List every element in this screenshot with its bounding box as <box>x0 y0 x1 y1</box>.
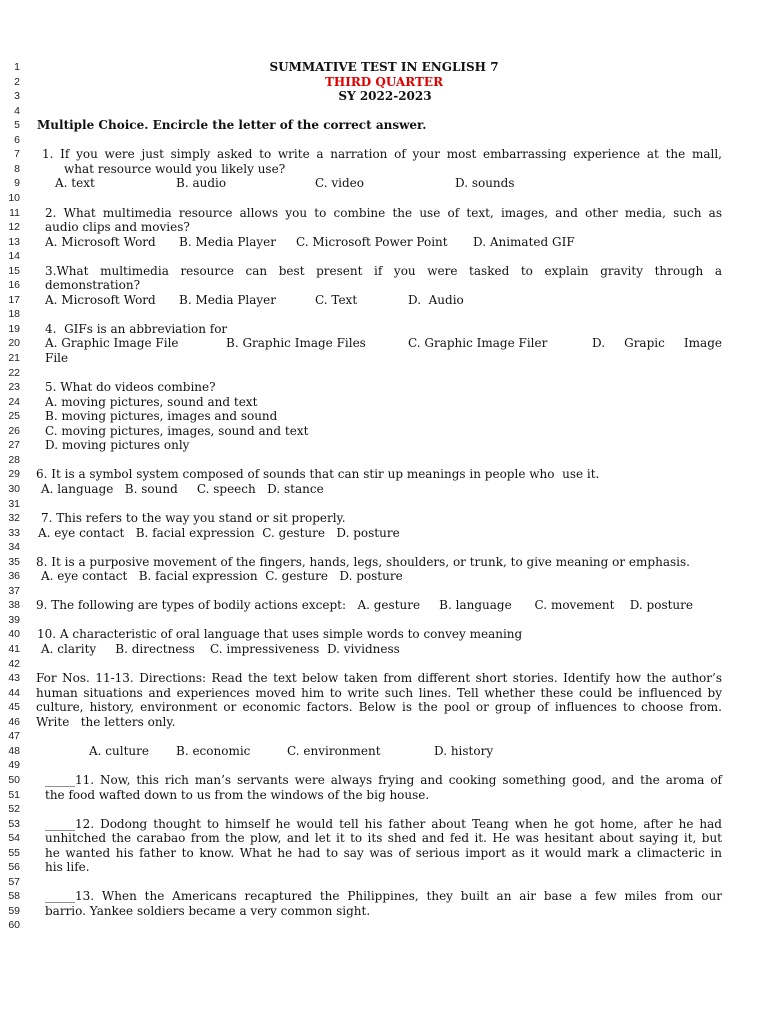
doc-line <box>0 191 768 206</box>
doc-line <box>0 569 768 584</box>
doc-line <box>0 307 768 322</box>
line-text: SUMMATIVE TEST IN ENGLISH 7 <box>269 60 499 74</box>
line-text: 2. What multimedia resource allows you to combine the use of text, images, and other media, such as <box>45 205 722 220</box>
line-number: 28 <box>8 453 20 466</box>
doc-line <box>0 322 768 337</box>
doc-line <box>0 817 768 832</box>
line-text: D. Animated GIF <box>473 234 575 249</box>
line-text: D. moving pictures only <box>45 438 190 453</box>
doc-line <box>0 627 768 642</box>
doc-line <box>0 351 768 366</box>
line-text: A. Microsoft Word <box>45 234 156 249</box>
line-text: 3.What multimedia resource can best present if you were tasked to explain gravity through a <box>45 263 722 278</box>
line-number: 15 <box>8 264 20 277</box>
doc-line <box>0 118 768 133</box>
doc-line <box>0 162 768 177</box>
line-text: A. clarity B. directness C. impressiveness D. vividness <box>41 642 400 656</box>
doc-line <box>0 278 768 293</box>
line-text: he wanted his father to know. What he had to say was of serious import as it would mark a climacteric in <box>45 845 722 860</box>
line-text: B. moving pictures, images and sound <box>45 409 278 424</box>
line-number: 44 <box>8 686 20 699</box>
line-text: C. Microsoft Power Point <box>296 234 448 249</box>
line-number: 43 <box>8 672 20 685</box>
line-number: 45 <box>8 701 20 714</box>
line-text: 5. What do videos combine? <box>45 380 216 395</box>
line-text: B. Media Player <box>179 234 277 249</box>
line-number: 33 <box>8 526 20 539</box>
line-text: D. Grapic Image <box>592 336 722 351</box>
doc-line <box>0 409 768 424</box>
line-number: 24 <box>8 395 20 408</box>
line-number: 17 <box>8 293 20 306</box>
line-text: File <box>45 351 69 365</box>
line-text: A. Microsoft Word <box>45 292 156 307</box>
doc-line <box>0 773 768 788</box>
line-text: C. environment <box>287 743 381 758</box>
line-text: 4. GIFs is an abbreviation for <box>45 321 228 336</box>
doc-line <box>0 293 768 308</box>
line-text: THIRD QUARTER <box>324 74 444 89</box>
doc-line <box>0 467 768 482</box>
doc-line <box>0 904 768 919</box>
line-number: 54 <box>8 832 20 845</box>
doc-line <box>0 686 768 701</box>
line-number: 19 <box>8 322 20 335</box>
line-number: 1 <box>14 61 20 73</box>
line-text: SY 2022-2023 <box>338 89 432 104</box>
line-text: A. moving pictures, sound and text <box>45 394 258 409</box>
line-number: 10 <box>8 191 20 204</box>
line-text: B. Media Player <box>179 292 277 307</box>
line-number: 30 <box>8 482 20 495</box>
doc-line <box>0 875 768 890</box>
line-text: A. text <box>55 176 95 191</box>
line-number: 21 <box>8 352 20 364</box>
line-text: Multiple Choice. Encircle the letter of the correct answer. <box>37 118 427 133</box>
line-number: 52 <box>8 803 20 816</box>
line-text: A. eye contact B. facial expression C. gesture D. posture <box>38 525 400 540</box>
line-text: A. language B. sound C. speech D. stance <box>41 481 324 496</box>
line-number: 47 <box>8 730 20 743</box>
line-text: B. Graphic Image Files <box>226 336 366 351</box>
line-number: 39 <box>8 613 20 626</box>
line-number: 31 <box>8 497 20 510</box>
line-text: A. eye contact B. facial expression C. gesture D. posture <box>41 569 403 584</box>
line-number: 22 <box>8 366 20 379</box>
line-text: culture, history, environment or economic factors. Below is the pool or group of influences to choose from. <box>36 700 722 715</box>
line-text: D. sounds <box>455 176 515 191</box>
line-number: 59 <box>8 904 20 917</box>
line-text: A. culture <box>89 743 149 758</box>
line-number: 58 <box>8 890 20 903</box>
doc-line <box>0 264 768 279</box>
doc-line <box>0 540 768 555</box>
doc-line <box>0 642 768 657</box>
line-number: 56 <box>8 861 20 874</box>
doc-line <box>0 206 768 221</box>
doc-line <box>0 860 768 875</box>
line-text: C. video <box>315 176 365 191</box>
doc-line <box>0 671 768 686</box>
line-text: C. moving pictures, images, sound and text <box>45 423 309 438</box>
line-text: human situations and experiences moved him to write such lines. Tell whether these could be influenced by <box>36 685 722 700</box>
line-text: his life. <box>45 860 90 875</box>
doc-line <box>0 831 768 846</box>
doc-line <box>0 729 768 744</box>
line-number: 25 <box>8 410 20 423</box>
line-number: 55 <box>8 846 20 859</box>
doc-line <box>0 176 768 191</box>
doc-line <box>0 75 768 90</box>
line-text: barrio. Yankee soldiers became a very common sight. <box>45 903 371 918</box>
line-text: Write the letters only. <box>36 714 176 729</box>
doc-line <box>0 395 768 410</box>
line-text: For Nos. 11-13. Directions: Read the text below taken from different short stories. Identify how the author’s <box>36 671 722 686</box>
line-number: 6 <box>14 133 20 146</box>
line-number: 5 <box>14 119 20 132</box>
line-text: 6. It is a symbol system composed of sounds that can stir up meanings in people who use it. <box>36 467 600 482</box>
line-number: 11 <box>9 206 20 219</box>
doc-line <box>0 89 768 104</box>
doc-line <box>0 526 768 541</box>
line-text: C. Text <box>315 292 358 307</box>
line-number: 16 <box>8 279 20 292</box>
line-text: 7. This refers to the way you stand or sit properly. <box>41 511 346 526</box>
doc-line <box>0 511 768 526</box>
doc-line <box>0 220 768 235</box>
doc-line <box>0 147 768 162</box>
line-text: demonstration? <box>45 278 141 293</box>
line-text: _____13. When the Americans recaptured the Philippines, they built an air base a few miles from our <box>45 889 722 904</box>
line-number: 7 <box>14 148 20 161</box>
doc-line <box>0 424 768 439</box>
doc-line <box>0 336 768 351</box>
line-text: 9. The following are types of bodily actions except: A. gesture B. language C. movement D. posture <box>36 598 693 613</box>
line-number: 9 <box>14 177 20 190</box>
line-text: B. economic <box>176 743 251 758</box>
line-number: 8 <box>14 162 20 175</box>
line-number: 38 <box>8 599 20 612</box>
line-text: 1. If you were just simply asked to write a narration of your most embarrassing experience at the mall, <box>42 147 722 162</box>
line-number: 42 <box>8 657 20 670</box>
line-number: 32 <box>8 512 20 525</box>
line-number: 14 <box>8 250 20 263</box>
line-text: _____11. Now, this rich man’s servants were always frying and cooking something good, and the aroma of <box>45 772 722 787</box>
doc-line <box>0 788 768 803</box>
doc-line <box>0 133 768 148</box>
line-text: 8. It is a purposive movement of the fingers, hands, legs, shoulders, or trunk, to give meaning or emphasis. <box>36 554 690 569</box>
doc-line <box>0 497 768 512</box>
line-text: 10. A characteristic of oral language that uses simple words to convey meaning <box>37 627 523 642</box>
line-number: 36 <box>8 570 20 583</box>
doc-line <box>0 235 768 250</box>
line-number: 35 <box>8 555 20 568</box>
doc-line <box>0 715 768 730</box>
doc-line <box>0 598 768 613</box>
line-text: C. Graphic Image Filer <box>408 336 548 351</box>
line-text: the food wafted down to us from the windows of the big house. <box>45 787 430 802</box>
line-number: 46 <box>8 715 20 728</box>
doc-line <box>0 60 768 75</box>
line-number: 34 <box>8 541 20 554</box>
line-text: audio clips and movies? <box>45 220 190 235</box>
line-number: 4 <box>14 104 20 117</box>
line-text: _____12. Dodong thought to himself he would tell his father about Teang when he got home, after he had <box>45 816 722 831</box>
doc-line <box>0 889 768 904</box>
line-number: 53 <box>8 817 20 830</box>
doc-line <box>0 380 768 395</box>
doc-line <box>0 758 768 773</box>
line-number: 13 <box>8 235 20 248</box>
line-number: 27 <box>8 439 20 452</box>
doc-line <box>0 657 768 672</box>
line-text: unhitched the carabao from the plow, and let it to its shed and fed it. He was hesitant about saying it, but <box>45 831 722 846</box>
line-number: 29 <box>8 468 20 481</box>
line-number: 48 <box>8 744 20 757</box>
line-number: 60 <box>8 919 20 932</box>
line-number: 2 <box>14 75 20 88</box>
doc-line <box>0 453 768 468</box>
line-number: 49 <box>8 759 20 772</box>
doc-line <box>0 613 768 628</box>
doc-line <box>0 482 768 497</box>
doc-line <box>0 555 768 570</box>
line-number: 18 <box>8 308 20 321</box>
line-number: 41 <box>8 643 20 655</box>
line-number: 26 <box>8 424 20 437</box>
doc-line <box>0 104 768 119</box>
line-number: 23 <box>8 381 20 394</box>
line-number: 12 <box>8 221 20 234</box>
doc-line <box>0 438 768 453</box>
line-text: D. history <box>434 743 494 758</box>
doc-line <box>0 700 768 715</box>
doc-line <box>0 584 768 599</box>
doc-line <box>0 744 768 759</box>
line-number: 3 <box>14 90 20 103</box>
line-text: A. Graphic Image File <box>45 336 179 351</box>
line-number: 57 <box>8 875 20 888</box>
line-number: 40 <box>8 628 20 641</box>
doc-line <box>0 846 768 861</box>
doc-line <box>0 249 768 264</box>
line-text: B. audio <box>176 176 227 191</box>
line-text: D. Audio <box>408 292 464 307</box>
line-number: 37 <box>8 584 20 597</box>
doc-line <box>0 802 768 817</box>
line-number: 51 <box>8 788 20 801</box>
line-number: 20 <box>8 337 20 350</box>
doc-line <box>0 918 768 933</box>
line-number: 50 <box>8 773 20 786</box>
doc-line <box>0 366 768 381</box>
line-text: what resource would you likely use? <box>64 161 286 176</box>
